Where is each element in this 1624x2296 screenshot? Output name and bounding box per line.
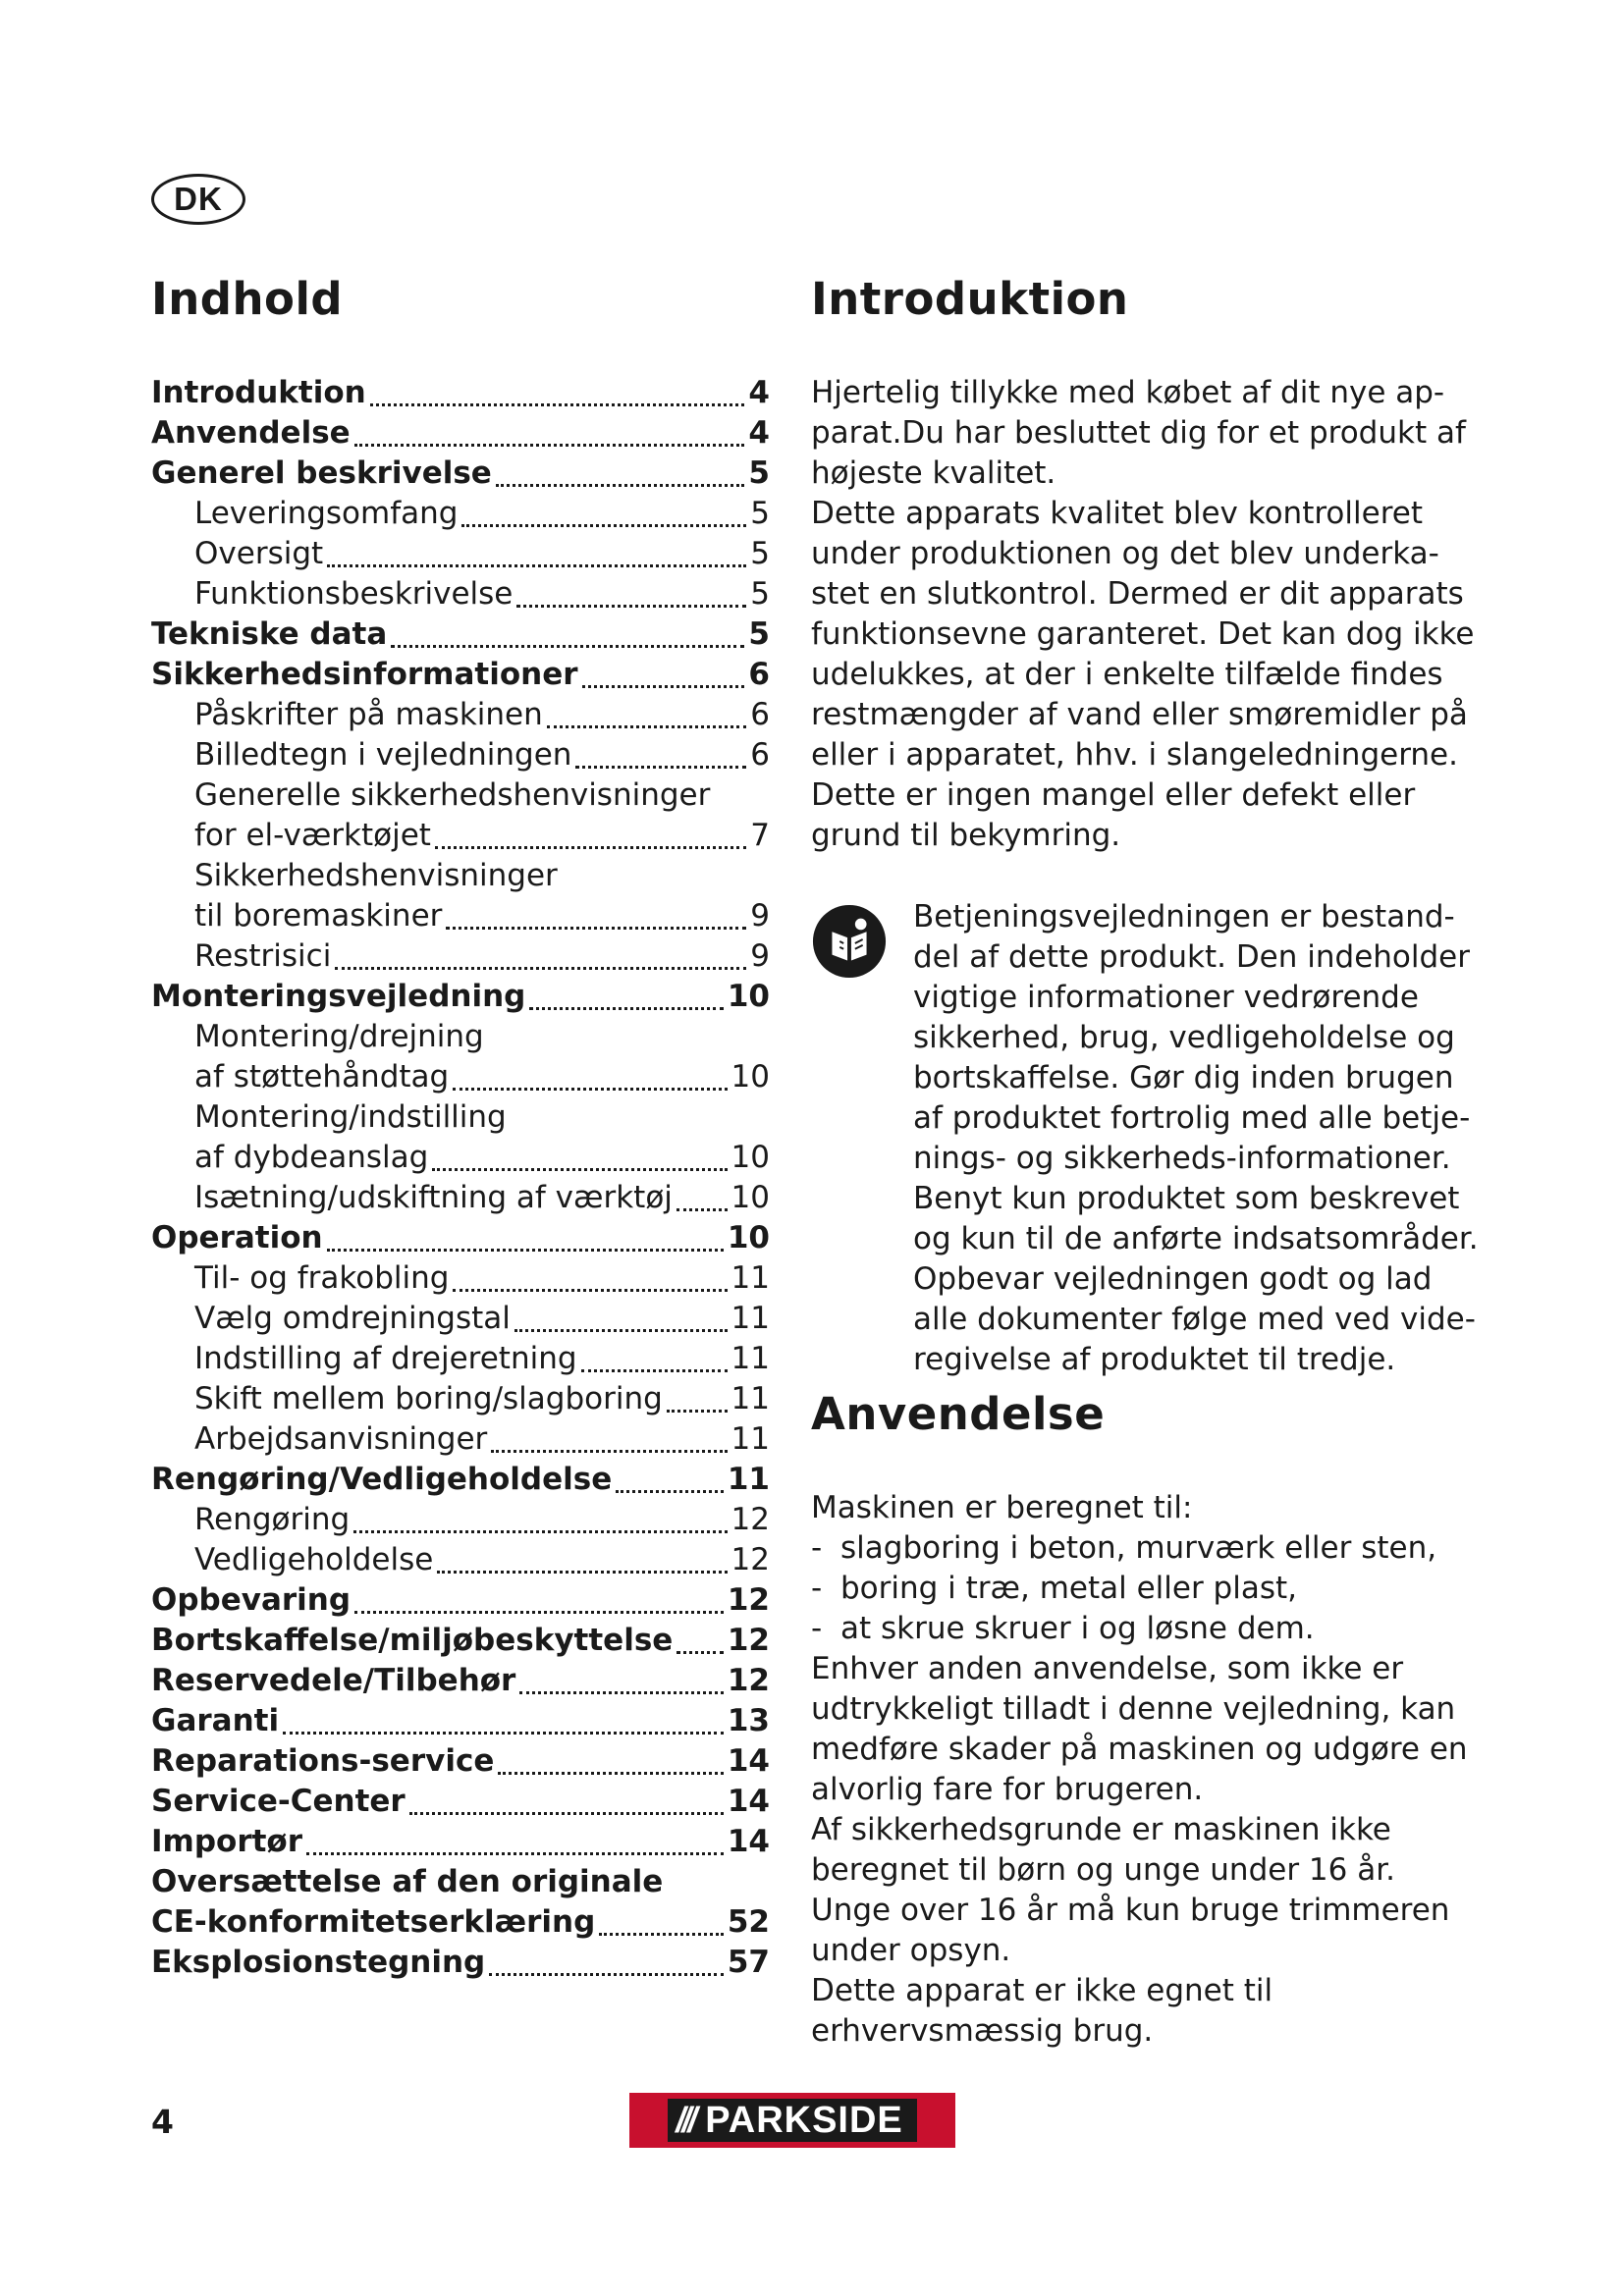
usage-line: erhvervsmæssig brug. [811, 2013, 1154, 2049]
usage-bullet-text: at skrue skruer i og løsne dem. [840, 1611, 1315, 1646]
usage-bullet [811, 1609, 1498, 1649]
toc-entry-page: 14 [727, 1743, 770, 1779]
toc-entry [151, 1701, 770, 1741]
toc-entry-label: Garanti [151, 1703, 280, 1738]
manual-note-line: nings- og sikkerheds-informationer. [913, 1141, 1451, 1176]
bullet-dash: - [811, 1571, 823, 1606]
toc-leader-dots [514, 1319, 728, 1332]
introduction-text [811, 373, 1498, 856]
manual-note-line: sikkerhed, brug, vedligeholdelse og [913, 1020, 1455, 1055]
manual-note-line: og kun til de anførte indsatsområder. [913, 1221, 1479, 1256]
toc-entry-page: 5 [748, 616, 770, 652]
toc-entry-label: Reservedele/Tilbehør [151, 1663, 516, 1698]
manual-note-line: Betjeningsvejledningen er bestand- [913, 899, 1455, 934]
toc-entry-label: Vælg omdrejningstal [194, 1301, 511, 1336]
toc-leader-dots [283, 1722, 724, 1735]
toc-entry-label: Vedligeholdelse [194, 1542, 434, 1577]
toc-entry-label: Bortskaffelse/miljøbeskyttelse [151, 1623, 674, 1658]
toc-entry-page: 5 [750, 576, 770, 612]
toc-entry [151, 1017, 770, 1057]
toc-entry-label: af støttehåndtag [194, 1059, 450, 1095]
toc-entry-page: 6 [750, 697, 770, 732]
toc-entry-label: Skift mellem boring/slagboring [194, 1381, 663, 1416]
toc-entry-page: 11 [731, 1260, 770, 1296]
usage-bullet [811, 1528, 1498, 1569]
toc-entry [151, 614, 770, 655]
toc-entry-label: Oversættelse af den originale [151, 1864, 664, 1899]
toc-leader-dots [354, 1601, 724, 1614]
toc-entry [151, 1862, 770, 1902]
toc-entry-page: 11 [731, 1341, 770, 1376]
introduction-line: Hjertelig tillykke med købet af dit nye ap- [811, 375, 1445, 410]
toc-entry [151, 695, 770, 735]
manual-note-line: vigtige informationer vedrørende [913, 980, 1419, 1015]
toc-entry-label: Påskrifter på maskinen [194, 697, 543, 732]
toc-leader-dots [582, 675, 745, 688]
toc-leader-dots [409, 1802, 724, 1815]
toc-entry-page: 5 [750, 496, 770, 531]
introduction-line: stet en slutkontrol. Dermed er dit apparats [811, 576, 1464, 612]
toc-entry-page: 7 [750, 818, 770, 853]
usage-line: Enhver anden anvendelse, som ikke er [811, 1651, 1404, 1686]
read-manual-icon [811, 903, 888, 980]
toc-leader-dots [519, 1682, 724, 1694]
toc-entry-label: Arbejdsanvisninger [194, 1421, 488, 1457]
toc-entry [151, 574, 770, 614]
toc-leader-dots [354, 434, 745, 447]
toc-entry-label: Service-Center [151, 1784, 406, 1819]
toc-entry-page: 10 [731, 1180, 770, 1215]
toc-entry-label: Generel beskrivelse [151, 455, 492, 491]
introduction-line: under produktionen og det blev underka- [811, 536, 1439, 571]
usage-line: under opsyn. [811, 1933, 1011, 1968]
toc-leader-dots [491, 1440, 727, 1453]
toc-entry-label: Tekniske data [151, 616, 388, 652]
toc-entry [151, 856, 770, 896]
manual-note-line: del af dette produkt. Den indeholder [913, 939, 1470, 975]
toc-entry-page: 13 [727, 1703, 770, 1738]
toc-entry [151, 936, 770, 977]
toc-leader-dots [432, 1158, 727, 1171]
toc-entry [151, 1902, 770, 1943]
toc-entry [151, 534, 770, 574]
logo-text: PARKSIDE [705, 2099, 903, 2141]
toc-entry [151, 1097, 770, 1138]
toc-entry-label: Rengøring [194, 1502, 351, 1537]
introduction-line: eller i apparatet, hhv. i slangeledningerne. [811, 737, 1458, 773]
toc-entry [151, 1822, 770, 1862]
usage-text [811, 1488, 1498, 2052]
logo-inner [668, 2099, 917, 2142]
usage-line: Af sikkerhedsgrunde er maskinen ikke [811, 1812, 1391, 1847]
toc-entry-label: Reparations-service [151, 1743, 495, 1779]
toc-leader-dots [437, 1561, 727, 1574]
toc-entry-page: 10 [727, 1220, 770, 1255]
toc-entry-page: 6 [750, 737, 770, 773]
usage-line: Dette apparat er ikke egnet til [811, 1973, 1273, 2008]
toc-entry-page: 11 [727, 1462, 770, 1497]
toc-entry [151, 1500, 770, 1540]
parkside-logo [629, 2093, 955, 2148]
page-number: 4 [151, 2103, 174, 2141]
toc-entry [151, 816, 770, 856]
introduction-line: grund til bekymring. [811, 818, 1121, 853]
toc-entry-label: Til- og frakobling [194, 1260, 450, 1296]
toc-leader-dots [306, 1842, 724, 1855]
toc-entry-page: 57 [727, 1945, 770, 1980]
toc-entry-page: 10 [731, 1059, 770, 1095]
toc-entry-page: 11 [731, 1421, 770, 1457]
toc-leader-dots [327, 555, 746, 567]
manual-note-text [913, 897, 1498, 1380]
toc-entry-label: Monteringsvejledning [151, 979, 526, 1014]
logo-slashes: /// [676, 2100, 694, 2140]
toc-entry-page: 10 [727, 979, 770, 1014]
toc-leader-dots [677, 1641, 724, 1654]
toc-entry [151, 655, 770, 695]
manual-note-line: bortskaffelse. Gør dig inden brugen [913, 1060, 1454, 1095]
toc-entry-label: CE-konformitetserklæring [151, 1904, 596, 1940]
toc-entry [151, 1218, 770, 1258]
manual-note [811, 897, 1498, 1380]
toc-entry-page: 12 [731, 1542, 770, 1577]
toc-leader-dots [496, 474, 745, 487]
toc-leader-dots [453, 1279, 727, 1292]
introduction-line: udelukkes, at der i enkelte tilfælde findes [811, 657, 1443, 692]
toc-entry-label: Billedtegn i vejledningen [194, 737, 572, 773]
toc-leader-dots [667, 1400, 728, 1413]
toc-entry [151, 1580, 770, 1621]
toc-entry [151, 1299, 770, 1339]
toc-leader-dots [529, 997, 724, 1010]
toc-entry [151, 494, 770, 534]
toc-entry-label: af dybdeanslag [194, 1140, 429, 1175]
toc-leader-dots [489, 1963, 724, 1976]
toc-entry-page: 9 [750, 898, 770, 934]
introduction-line: parat.Du har besluttet dig for et produkt af [811, 415, 1466, 451]
toc-entry [151, 1540, 770, 1580]
toc-entry-label: Opbevaring [151, 1582, 352, 1618]
toc-entry-label: Montering/indstilling [194, 1099, 507, 1135]
toc-entry-page: 11 [731, 1381, 770, 1416]
toc-entry-page: 52 [727, 1904, 770, 1940]
toc-entry-label: Sikkerhedshenvisninger [194, 858, 558, 893]
toc-entry [151, 896, 770, 936]
introduction-line: Dette apparats kvalitet blev kontrolleret [811, 496, 1423, 531]
toc-entry-label: Eksplosionstegning [151, 1945, 486, 1980]
introduction-title: Introduktion [811, 273, 1129, 325]
toc-entry [151, 1661, 770, 1701]
usage-bullet-text: boring i træ, metal eller plast, [840, 1571, 1297, 1606]
toc-entry-label: Anvendelse [151, 415, 351, 451]
toc-leader-dots [461, 514, 746, 527]
toc-entry-label: Importør [151, 1824, 303, 1859]
toc-entry-page: 12 [727, 1663, 770, 1698]
toc-leader-dots [677, 1199, 728, 1211]
toc-entry-page: 10 [731, 1140, 770, 1175]
toc-entry-page: 11 [731, 1301, 770, 1336]
toc-leader-dots [391, 635, 744, 648]
toc-entry-page: 12 [731, 1502, 770, 1537]
toc-entry-page: 4 [748, 415, 770, 451]
toc-entry-label: Rengøring/Vedligeholdelse [151, 1462, 613, 1497]
toc-leader-dots [435, 836, 746, 849]
toc-entry [151, 735, 770, 775]
usage-line: beregnet til børn og unge under 16 år. [811, 1852, 1395, 1888]
introduction-line: restmængder af vand eller smøremidler på [811, 697, 1468, 732]
toc-list [151, 373, 770, 1983]
toc-entry [151, 1621, 770, 1661]
toc-entry-label: Indstilling af drejeretning [194, 1341, 577, 1376]
table-of-contents [151, 265, 770, 1983]
country-badge: DK [151, 174, 245, 225]
toc-entry-page: 4 [748, 375, 770, 410]
toc-entry [151, 775, 770, 816]
toc-entry [151, 1057, 770, 1097]
toc-leader-dots [581, 1360, 728, 1372]
toc-leader-dots [353, 1521, 727, 1533]
toc-entry [151, 373, 770, 413]
toc-entry-label: til boremaskiner [194, 898, 443, 934]
toc-leader-dots [575, 756, 746, 769]
usage-line: medføre skader på maskinen og udgøre en [811, 1732, 1468, 1767]
bullet-dash: - [811, 1611, 823, 1646]
usage-line: Unge over 16 år må kun bruge trimmeren [811, 1893, 1450, 1928]
introduction-line: højeste kvalitet. [811, 455, 1056, 491]
manual-note-line: Benyt kun produktet som beskrevet [913, 1181, 1460, 1216]
toc-entry [151, 1138, 770, 1178]
toc-entry-page: 5 [750, 536, 770, 571]
toc-leader-dots [335, 957, 746, 970]
toc-entry-label: Montering/drejning [194, 1019, 484, 1054]
introduction-line: Dette er ingen mangel eller defekt eller [811, 777, 1416, 813]
toc-entry [151, 1339, 770, 1379]
toc-entry-label: Restrisici [194, 938, 332, 974]
toc-entry [151, 977, 770, 1017]
toc-entry-page: 12 [727, 1582, 770, 1618]
toc-entry-page: 9 [750, 938, 770, 974]
toc-entry-page: 14 [727, 1784, 770, 1819]
toc-leader-dots [446, 917, 746, 930]
toc-entry-label: Operation [151, 1220, 323, 1255]
toc-entry-label: for el-værktøjet [194, 818, 431, 853]
toc-leader-dots [453, 1078, 727, 1091]
toc-entry [151, 413, 770, 454]
toc-entry-label: Introduktion [151, 375, 366, 410]
toc-entry-label: Isætning/udskiftning af værktøj [194, 1180, 673, 1215]
usage-line: alvorlig fare for brugeren. [811, 1772, 1204, 1807]
manual-note-line: regivelse af produktet til tredje. [913, 1342, 1396, 1377]
toc-entry-label: Sikkerhedsinformationer [151, 657, 578, 692]
manual-note-line: Opbevar vejledningen godt og lad [913, 1261, 1433, 1297]
usage-bullet-text: slagboring i beton, murværk eller sten, [840, 1530, 1437, 1566]
toc-entry-label: Generelle sikkerhedshenvisninger [194, 777, 711, 813]
right-column [811, 265, 1498, 2052]
usage-title: Anvendelse [811, 1388, 1106, 1440]
introduction-line: funktionsevne garanteret. Det kan dog ikke [811, 616, 1475, 652]
toc-entry [151, 454, 770, 494]
toc-entry [151, 1379, 770, 1419]
toc-entry [151, 1178, 770, 1218]
toc-entry-page: 6 [748, 657, 770, 692]
usage-lines [811, 1649, 1498, 2052]
toc-leader-dots [370, 394, 745, 406]
toc-entry [151, 1419, 770, 1460]
toc-entry-label: Leveringsomfang [194, 496, 459, 531]
toc-leader-dots [599, 1923, 724, 1936]
toc-leader-dots [616, 1480, 724, 1493]
toc-entry [151, 1741, 770, 1782]
toc-entry-page: 5 [748, 455, 770, 491]
toc-leader-dots [516, 595, 746, 608]
toc-title: Indhold [151, 273, 344, 325]
bullet-dash: - [811, 1530, 823, 1566]
usage-intro: Maskinen er beregnet til: [811, 1490, 1193, 1525]
toc-entry-label: Oversigt [194, 536, 324, 571]
toc-entry [151, 1782, 770, 1822]
toc-entry [151, 1943, 770, 1983]
toc-entry [151, 1258, 770, 1299]
usage-line: udtrykkeligt tilladt i denne vejledning, kan [811, 1691, 1456, 1727]
toc-leader-dots [327, 1239, 724, 1252]
toc-entry-page: 14 [727, 1824, 770, 1859]
toc-leader-dots [498, 1762, 724, 1775]
toc-entry-page: 12 [727, 1623, 770, 1658]
toc-entry [151, 1460, 770, 1500]
toc-entry-label: Funktionsbeskrivelse [194, 576, 514, 612]
usage-bullet [811, 1569, 1498, 1609]
manual-note-line: af produktet fortrolig med alle betje- [913, 1100, 1471, 1136]
usage-bullets [811, 1528, 1498, 1649]
toc-leader-dots [547, 716, 747, 728]
manual-note-line: alle dokumenter følge med ved vide- [913, 1302, 1476, 1337]
